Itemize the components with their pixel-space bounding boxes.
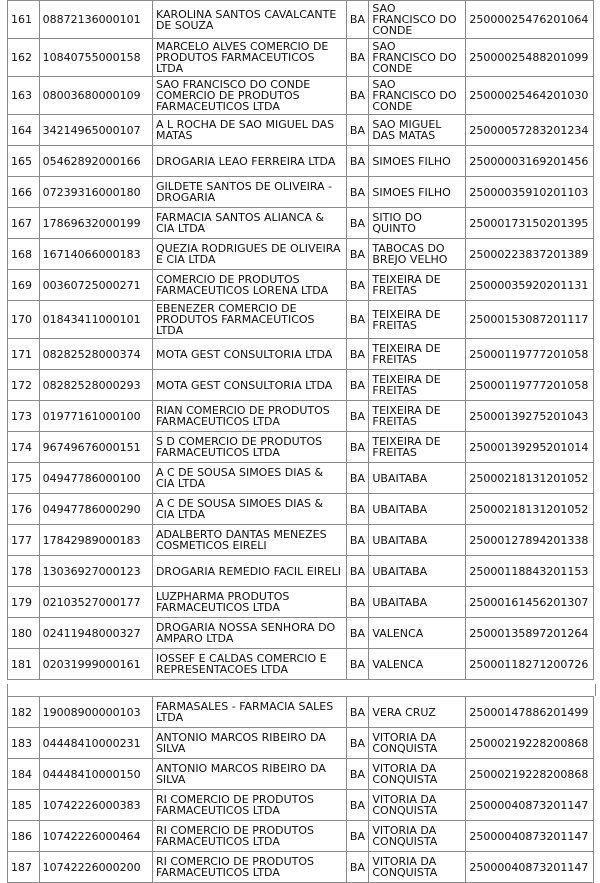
state-cell: BA (346, 525, 368, 556)
process-number-cell: 25000119777201058 (466, 339, 594, 370)
state-cell: BA (346, 115, 368, 146)
row-number-cell: 184 (8, 759, 40, 790)
process-number-cell: 25000025464201030 (466, 77, 594, 115)
state-cell: BA (346, 556, 368, 587)
table-row (8, 432, 594, 463)
cnpj-cell: 34214965000107 (39, 115, 152, 146)
company-name-cell: MOTA GEST CONSULTORIA LTDA (152, 370, 346, 401)
cnpj-cell: 17869632000199 (39, 208, 152, 239)
table-row (8, 39, 594, 77)
state-cell: BA (346, 463, 368, 494)
city-cell: SAO FRANCISCO DO CONDE (369, 1, 466, 39)
table-row (8, 587, 594, 618)
city-cell: SITIO DO QUINTO (369, 208, 466, 239)
row-number-cell: 172 (8, 370, 40, 401)
company-name-cell: DROGARIA REMEDIO FACIL EIRELI (152, 556, 346, 587)
state-cell: BA (346, 697, 368, 728)
cnpj-cell: 08282528000293 (39, 370, 152, 401)
table-row (8, 301, 594, 339)
process-number-cell: 25000127894201338 (466, 525, 594, 556)
process-number-cell: 25000173150201395 (466, 208, 594, 239)
company-name-cell: RI COMERCIO DE PRODUTOS FARMACEUTICOS LTDA (152, 852, 346, 883)
state-cell: BA (346, 270, 368, 301)
process-number-cell: 25000025476201064 (466, 1, 594, 39)
company-name-cell: FARMASALES - FARMACIA SALES LTDA (152, 697, 346, 728)
cnpj-cell: 02103527000177 (39, 587, 152, 618)
table-row (8, 618, 594, 649)
city-cell: SAO MIGUEL DAS MATAS (369, 115, 466, 146)
company-name-cell: MARCELO ALVES COMERCIO DE PRODUTOS FARMACEUTICOS LTDA (152, 39, 346, 77)
process-number-cell: 25000219228200868 (466, 728, 594, 759)
table-row (8, 401, 594, 432)
state-cell: BA (346, 790, 368, 821)
cnpj-cell: 05462892000166 (39, 146, 152, 177)
row-number-cell: 161 (8, 1, 40, 39)
company-name-cell: RI COMERCIO DE PRODUTOS FARMACEUTICOS LTDA (152, 821, 346, 852)
state-cell: BA (346, 432, 368, 463)
table-row (8, 728, 594, 759)
process-number-cell: 25000147886201499 (466, 697, 594, 728)
process-number-cell: 25000118271200726 (466, 649, 594, 680)
table-row (8, 208, 594, 239)
process-number-cell: 25000161456201307 (466, 587, 594, 618)
cnpj-cell: 02031999000161 (39, 649, 152, 680)
company-name-cell: GILDETE SANTOS DE OLIVEIRA - DROGARIA (152, 177, 346, 208)
city-cell: TABOCAS DO BREJO VELHO (369, 239, 466, 270)
state-cell: BA (346, 339, 368, 370)
company-name-cell: COMERCIO DE PRODUTOS FARMACEUTICOS LORENA LTDA (152, 270, 346, 301)
row-number-cell: 185 (8, 790, 40, 821)
row-number-cell: 171 (8, 339, 40, 370)
city-cell: VALENCA (369, 649, 466, 680)
process-number-cell: 25000139275201043 (466, 401, 594, 432)
cnpj-cell: 01977161000100 (39, 401, 152, 432)
cnpj-cell: 10840755000158 (39, 39, 152, 77)
row-number-cell: 173 (8, 401, 40, 432)
row-number-cell: 178 (8, 556, 40, 587)
process-number-cell: 25000139295201014 (466, 432, 594, 463)
city-cell: TEIXEIRA DE FREITAS (369, 301, 466, 339)
table-row (8, 115, 594, 146)
company-name-cell: FARMACIA SANTOS ALIANCA & CIA LTDA (152, 208, 346, 239)
state-cell: BA (346, 208, 368, 239)
city-cell: SAO FRANCISCO DO CONDE (369, 77, 466, 115)
process-number-cell: 25000218131201052 (466, 494, 594, 525)
state-cell: BA (346, 39, 368, 77)
state-cell: BA (346, 618, 368, 649)
table-row (8, 270, 594, 301)
city-cell: UBAITABA (369, 463, 466, 494)
city-cell: TEIXEIRA DE FREITAS (369, 432, 466, 463)
row-number-cell: 162 (8, 39, 40, 77)
table-row (8, 649, 594, 680)
company-name-cell: A L ROCHA DE SAO MIGUEL DAS MATAS (152, 115, 346, 146)
cnpj-cell: 96749676000151 (39, 432, 152, 463)
company-name-cell: DROGARIA NOSSA SENHORA DO AMPARO LTDA (152, 618, 346, 649)
city-cell: UBAITABA (369, 525, 466, 556)
cnpj-cell: 10742226000200 (39, 852, 152, 883)
process-number-cell: 25000003169201456 (466, 146, 594, 177)
process-number-cell: 25000218131201052 (466, 463, 594, 494)
state-cell: BA (346, 370, 368, 401)
company-name-cell: ANTONIO MARCOS RIBEIRO DA SILVA (152, 728, 346, 759)
table-row (8, 697, 594, 728)
process-number-cell: 25000035910201103 (466, 177, 594, 208)
city-cell: SAO FRANCISCO DO CONDE (369, 39, 466, 77)
table-row (8, 525, 594, 556)
state-cell: BA (346, 77, 368, 115)
state-cell: BA (346, 1, 368, 39)
table-row (8, 370, 594, 401)
row-number-cell: 176 (8, 494, 40, 525)
state-cell: BA (346, 728, 368, 759)
table-gap (7, 684, 596, 696)
row-number-cell: 165 (8, 146, 40, 177)
city-cell: VITORIA DA CONQUISTA (369, 852, 466, 883)
company-name-cell: KAROLINA SANTOS CAVALCANTE DE SOUZA (152, 1, 346, 39)
row-number-cell: 181 (8, 649, 40, 680)
state-cell: BA (346, 494, 368, 525)
company-name-cell: A C DE SOUSA SIMOES DIAS & CIA LTDA (152, 463, 346, 494)
city-cell: UBAITABA (369, 587, 466, 618)
company-name-cell: SAO FRANCISCO DO CONDE COMERCIO DE PRODUTOS FARMACEUTICOS LTDA (152, 77, 346, 115)
city-cell: TEIXEIRA DE FREITAS (369, 270, 466, 301)
row-number-cell: 175 (8, 463, 40, 494)
table-row (8, 77, 594, 115)
city-cell: TEIXEIRA DE FREITAS (369, 401, 466, 432)
company-name-cell: EBENEZER COMERCIO DE PRODUTOS FARMACEUTICOS LTDA (152, 301, 346, 339)
row-number-cell: 180 (8, 618, 40, 649)
state-cell: BA (346, 146, 368, 177)
process-number-cell: 25000223837201389 (466, 239, 594, 270)
company-name-cell: LUZPHARMA PRODUTOS FARMACEUTICOS LTDA (152, 587, 346, 618)
cnpj-cell: 13036927000123 (39, 556, 152, 587)
row-number-cell: 183 (8, 728, 40, 759)
company-name-cell: A C DE SOUSA SIMOES DIAS & CIA LTDA (152, 494, 346, 525)
company-name-cell: QUEZIA RODRIGUES DE OLIVEIRA E CIA LTDA (152, 239, 346, 270)
city-cell: UBAITABA (369, 494, 466, 525)
pharmacy-table-part-1 (7, 0, 594, 680)
city-cell: SIMOES FILHO (369, 146, 466, 177)
city-cell: VITORIA DA CONQUISTA (369, 790, 466, 821)
state-cell: BA (346, 759, 368, 790)
table-row (8, 177, 594, 208)
cnpj-cell: 08003680000109 (39, 77, 152, 115)
row-number-cell: 167 (8, 208, 40, 239)
state-cell: BA (346, 852, 368, 883)
pharmacy-table-part-2 (7, 696, 594, 883)
process-number-cell: 25000035920201131 (466, 270, 594, 301)
table-row (8, 146, 594, 177)
row-number-cell: 179 (8, 587, 40, 618)
row-number-cell: 182 (8, 697, 40, 728)
state-cell: BA (346, 821, 368, 852)
city-cell: VALENCA (369, 618, 466, 649)
city-cell: VITORIA DA CONQUISTA (369, 728, 466, 759)
state-cell: BA (346, 401, 368, 432)
table-row (8, 821, 594, 852)
table-row (8, 463, 594, 494)
process-number-cell: 25000025488201099 (466, 39, 594, 77)
city-cell: VITORIA DA CONQUISTA (369, 759, 466, 790)
cnpj-cell: 04448410000231 (39, 728, 152, 759)
table-body (8, 1, 594, 680)
cnpj-cell: 04947786000100 (39, 463, 152, 494)
process-number-cell: 25000119777201058 (466, 370, 594, 401)
row-number-cell: 170 (8, 301, 40, 339)
process-number-cell: 25000040873201147 (466, 821, 594, 852)
company-name-cell: ADALBERTO DANTAS MENEZES COSMETICOS EIRELI (152, 525, 346, 556)
city-cell: SIMOES FILHO (369, 177, 466, 208)
process-number-cell: 25000040873201147 (466, 790, 594, 821)
process-number-cell: 25000153087201117 (466, 301, 594, 339)
table-row (8, 1, 594, 39)
state-cell: BA (346, 301, 368, 339)
process-number-cell: 25000057283201234 (466, 115, 594, 146)
table-row (8, 759, 594, 790)
company-name-cell: MOTA GEST CONSULTORIA LTDA (152, 339, 346, 370)
row-number-cell: 169 (8, 270, 40, 301)
city-cell: TEIXEIRA DE FREITAS (369, 339, 466, 370)
process-number-cell: 25000219228200868 (466, 759, 594, 790)
state-cell: BA (346, 649, 368, 680)
company-name-cell: DROGARIA LEAO FERREIRA LTDA (152, 146, 346, 177)
row-number-cell: 187 (8, 852, 40, 883)
cnpj-cell: 01843411000101 (39, 301, 152, 339)
company-name-cell: S D COMERCIO DE PRODUTOS FARMACEUTICOS LTDA (152, 432, 346, 463)
row-number-cell: 164 (8, 115, 40, 146)
state-cell: BA (346, 177, 368, 208)
table-body (8, 697, 594, 883)
cnpj-cell: 19008900000103 (39, 697, 152, 728)
company-name-cell: IOSSEF E CALDAS COMERCIO E REPRESENTACOES LTDA (152, 649, 346, 680)
state-cell: BA (346, 239, 368, 270)
city-cell: VITORIA DA CONQUISTA (369, 821, 466, 852)
company-name-cell: RIAN COMERCIO DE PRODUTOS FARMACEUTICOS LTDA (152, 401, 346, 432)
cnpj-cell: 00360725000271 (39, 270, 152, 301)
table-row (8, 556, 594, 587)
table-row (8, 494, 594, 525)
cnpj-cell: 10742226000464 (39, 821, 152, 852)
company-name-cell: ANTONIO MARCOS RIBEIRO DA SILVA (152, 759, 346, 790)
row-number-cell: 174 (8, 432, 40, 463)
table-row (8, 239, 594, 270)
table-row (8, 790, 594, 821)
process-number-cell: 25000118843201153 (466, 556, 594, 587)
city-cell: TEIXEIRA DE FREITAS (369, 370, 466, 401)
row-number-cell: 163 (8, 77, 40, 115)
row-number-cell: 186 (8, 821, 40, 852)
process-number-cell: 25000040873201147 (466, 852, 594, 883)
state-cell: BA (346, 587, 368, 618)
row-number-cell: 168 (8, 239, 40, 270)
row-number-cell: 166 (8, 177, 40, 208)
process-number-cell: 25000135897201264 (466, 618, 594, 649)
row-number-cell: 177 (8, 525, 40, 556)
cnpj-cell: 10742226000383 (39, 790, 152, 821)
cnpj-cell: 08282528000374 (39, 339, 152, 370)
cnpj-cell: 08872136000101 (39, 1, 152, 39)
city-cell: VERA CRUZ (369, 697, 466, 728)
city-cell: UBAITABA (369, 556, 466, 587)
cnpj-cell: 02411948000327 (39, 618, 152, 649)
table-row (8, 339, 594, 370)
cnpj-cell: 07239316000180 (39, 177, 152, 208)
cnpj-cell: 04448410000150 (39, 759, 152, 790)
cnpj-cell: 16714066000183 (39, 239, 152, 270)
company-name-cell: RI COMERCIO DE PRODUTOS FARMACEUTICOS LTDA (152, 790, 346, 821)
cnpj-cell: 04947786000290 (39, 494, 152, 525)
cnpj-cell: 17842989000183 (39, 525, 152, 556)
